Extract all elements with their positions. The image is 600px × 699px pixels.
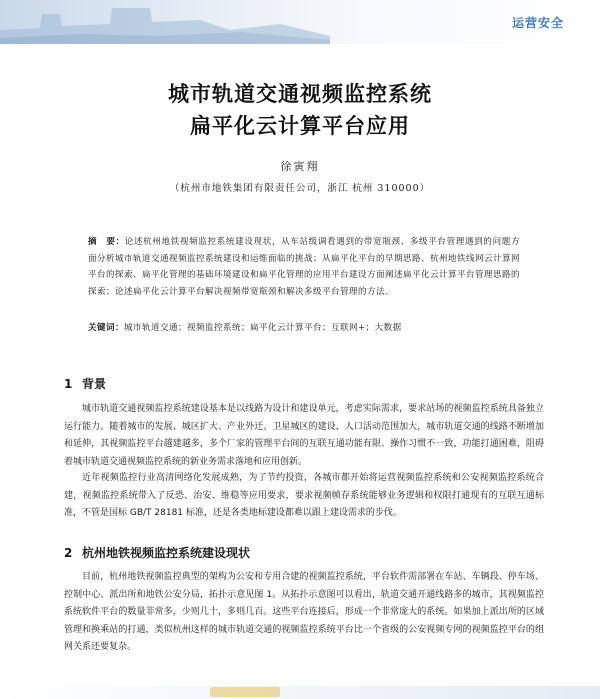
keywords-label: 关键词： <box>88 323 125 333</box>
section-label: 运营安全 <box>511 16 564 30</box>
section-number: 2 <box>64 546 73 560</box>
footer-strip <box>0 686 600 699</box>
section-number: 1 <box>64 377 73 391</box>
author-name: 徐寅翔 <box>280 160 320 173</box>
keywords-text: 城市轨道交通；视频监控系统；扁平化云计算平台；互联网+；大数据 <box>124 323 402 333</box>
footer-logo-mark <box>210 687 280 697</box>
abstract-text: 论述杭州地铁视频监控系统建设现状，从车站级调看遇到的带宽瓶颈、多级平台管理遇到的问题方面分析城市轨道交通视频监控系统建设和运维面临的挑战；从扁平化平台的早期思路、杭州地铁线网云计算网平台的探索、扁平化管理的基础环境建设和扁平化管理的应用平台建设方面阐述扁平化云计算平台管理思路的探索；论述扁平化云计算平台解决视频带宽瓶颈和解决多级平台管理的方法。 <box>88 237 521 297</box>
section-title: 背景 <box>82 377 107 391</box>
abstract <box>88 234 520 300</box>
author-affiliation: （杭州市地铁集团有限责任公司，浙江 杭州 310000） <box>169 183 431 194</box>
article-title-line2: 扁平化云计算平台应用 <box>190 114 410 138</box>
paragraph: 城市轨道交通视频监控系统建设基本是以线路为设计和建设单元，考虑实际需求，要求站场的视频监控系统具备独立运行能力。随着城市的发展、城区扩大、产业外迁、卫星城区的建设，人口活动范围加大，城市轨道交通的线路不断增加和延伸，其视频监控平台越建越多，多个厂家的管理平台间的互联互通功能有限、操作习惯不一致，功能打通困难，阻碍着城市轨道交通视频监控系统的新业务需求落地和应用创新。 <box>64 404 544 467</box>
header-banner <box>0 0 600 44</box>
abstract-label: 摘 要： <box>88 237 125 247</box>
section-heading-2 <box>64 544 250 561</box>
article-title-line1: 城市轨道交通视频监控系统 <box>168 82 432 106</box>
skyline-decoration <box>0 0 330 44</box>
section-title: 杭州地铁视频监控系统建设现状 <box>82 546 251 560</box>
keywords <box>88 320 520 336</box>
paragraph: 目前，杭州地铁视频监控典型的架构为公安和专用合建的视频监控系统，平台软件需部署在车站、车辆段、停车场、控制中心、派出所和地铁公安分局，拓扑示意见图 1。从拓扑示意图可以看出，轨道交通开通线路多的城市，其视频监控系统软件平台的数量非常多，少则几十，多则几百。这些平台连接后，形成一个非常庞大的系统。如果加上派出所的区域管理和换乘站的打通，类似杭州这样的城市轨道交通的视频监控系统平台比一个省级的公安视频专网的视频监控平台的组网关系还要复杂。 <box>64 572 544 653</box>
paragraph: 近年视频监控行业高清网络化发展成熟，为了节约投资，各城市都开始将运营视频监控系统和公安视频监控系统合建，视频监控系统带入了反恐、治安、维稳等应用要求，要求视频帧存系统能够业务逻辑和权限打通现有的互联互通标准，不管是国标 GB/T 28181 标准，还是各类地标建设都难以跟上建设需求的步伐。 <box>64 473 544 519</box>
section-heading-1 <box>64 375 106 392</box>
